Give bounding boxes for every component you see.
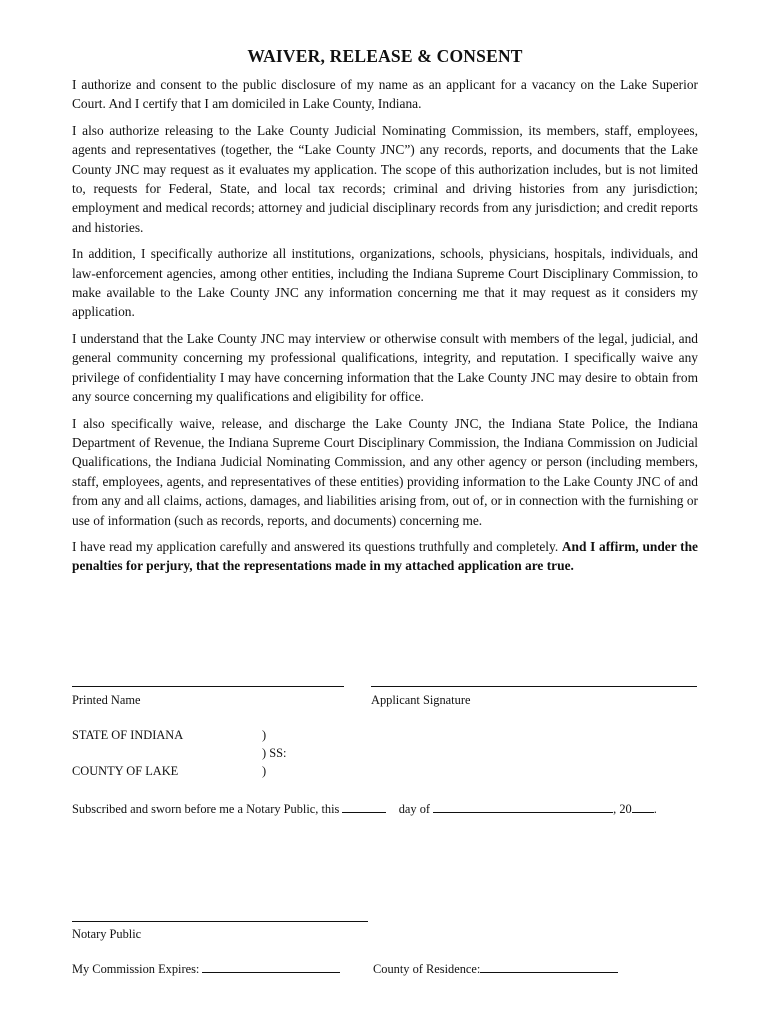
state-of-indiana: STATE OF INDIANA: [72, 728, 184, 742]
affirmation-text: I have read my application carefully and answered its questions truthfully and completely.: [72, 538, 562, 554]
sworn-prefix: Subscribed and sworn before me a Notary Public, this: [72, 802, 340, 816]
commission-expires-label: My Commission Expires:: [72, 962, 200, 976]
paragraph-institutions: In addition, I specifically authorize all institutions, organizations, schools, physicians, hospitals, individuals, and law-enforcement agencies, among other entities, including the Indiana Supreme Court Disciplinary Commission, to make available to the Lake County JNC any information concerning me that it may request as it considers my application.: [72, 246, 698, 320]
sworn-statement: [72, 802, 657, 817]
county-of-lake: COUNTY OF LAKE: [72, 764, 179, 778]
applicant-signature-line[interactable]: [371, 686, 697, 687]
venue-paren-3: ): [262, 764, 267, 778]
day-of-label: day of: [398, 802, 431, 816]
paragraph-discharge: I also specifically waive, release, and discharge the Lake County JNC, the Indiana State Police, the Indiana Department of Revenue, the Indiana Supreme Court Disciplinary Commission, the Indiana Commission on Judicial Qualifications, the Indiana Judicial Nominating Commission, and any other agency or person (including members, staff, employees, agents, and representatives of these entities) providing information to the Lake County JNC of and from any and all claims, actions, damages, and liabilities arising from, out of, or in connection with the furnishing or use of information (such as records, reports, and documents) concerning me.: [72, 415, 698, 528]
notary-signature-line[interactable]: [72, 921, 368, 922]
year-blank[interactable]: [632, 802, 654, 813]
document-title: WAIVER, RELEASE & CONSENT: [247, 46, 523, 66]
sworn-end: .: [653, 802, 657, 816]
paragraph-privilege-waiver: I understand that the Lake County JNC may interview or otherwise consult with members of the legal, judicial, and general community concerning my professional qualifications, integrity, and reputation. I specifically waive any privilege of confidentiality I may have concerning information that the Lake County JNC may desire to obtain from any source concerning my qualifications and eligibility for office.: [72, 330, 698, 405]
county-of-residence: [373, 962, 618, 977]
paragraph-disclosure: I authorize and consent to the public disclosure of my name as an applicant for a vacancy on the Lake Superior Court. And I certify that I am domiciled in Lake County, Indiana.: [72, 77, 698, 112]
printed-name-line[interactable]: [72, 686, 344, 687]
county-of-residence-blank[interactable]: [480, 962, 618, 973]
venue-ss: ) SS:: [262, 746, 287, 760]
day-blank[interactable]: [342, 802, 386, 813]
paragraph-records-release: I also authorize releasing to the Lake County Judicial Nominating Commission, its members, staff, employees, agents and representatives (together, the “Lake County JNC”) any records, reports, and documents that the Lake County JNC may request as it evaluates my application. The scope of this authorization includes, but is not limited to, requests for Federal, State, and local tax records; criminal and driving histories from any jurisdiction; employment and medical records; attorney and judicial disciplinary records from any jurisdiction; and credit reports and histories.: [72, 122, 698, 235]
applicant-signature-label: Applicant Signature: [371, 693, 471, 707]
paragraph-affirmation: [72, 537, 698, 576]
commission-expires: [72, 962, 340, 977]
affirmation-perjury-text: And I affirm, under the penalties for perjury, that the representations made in my attached application are true.: [72, 538, 698, 574]
county-of-residence-label: County of Residence:: [373, 962, 481, 976]
notary-public-label: Notary Public: [72, 927, 142, 941]
document-page: [72, 46, 698, 583]
year-prefix: , 20: [613, 802, 632, 816]
month-blank[interactable]: [433, 802, 613, 813]
printed-name-label: Printed Name: [72, 693, 141, 707]
venue-paren-1: ): [262, 728, 267, 742]
commission-expires-blank[interactable]: [202, 962, 340, 973]
